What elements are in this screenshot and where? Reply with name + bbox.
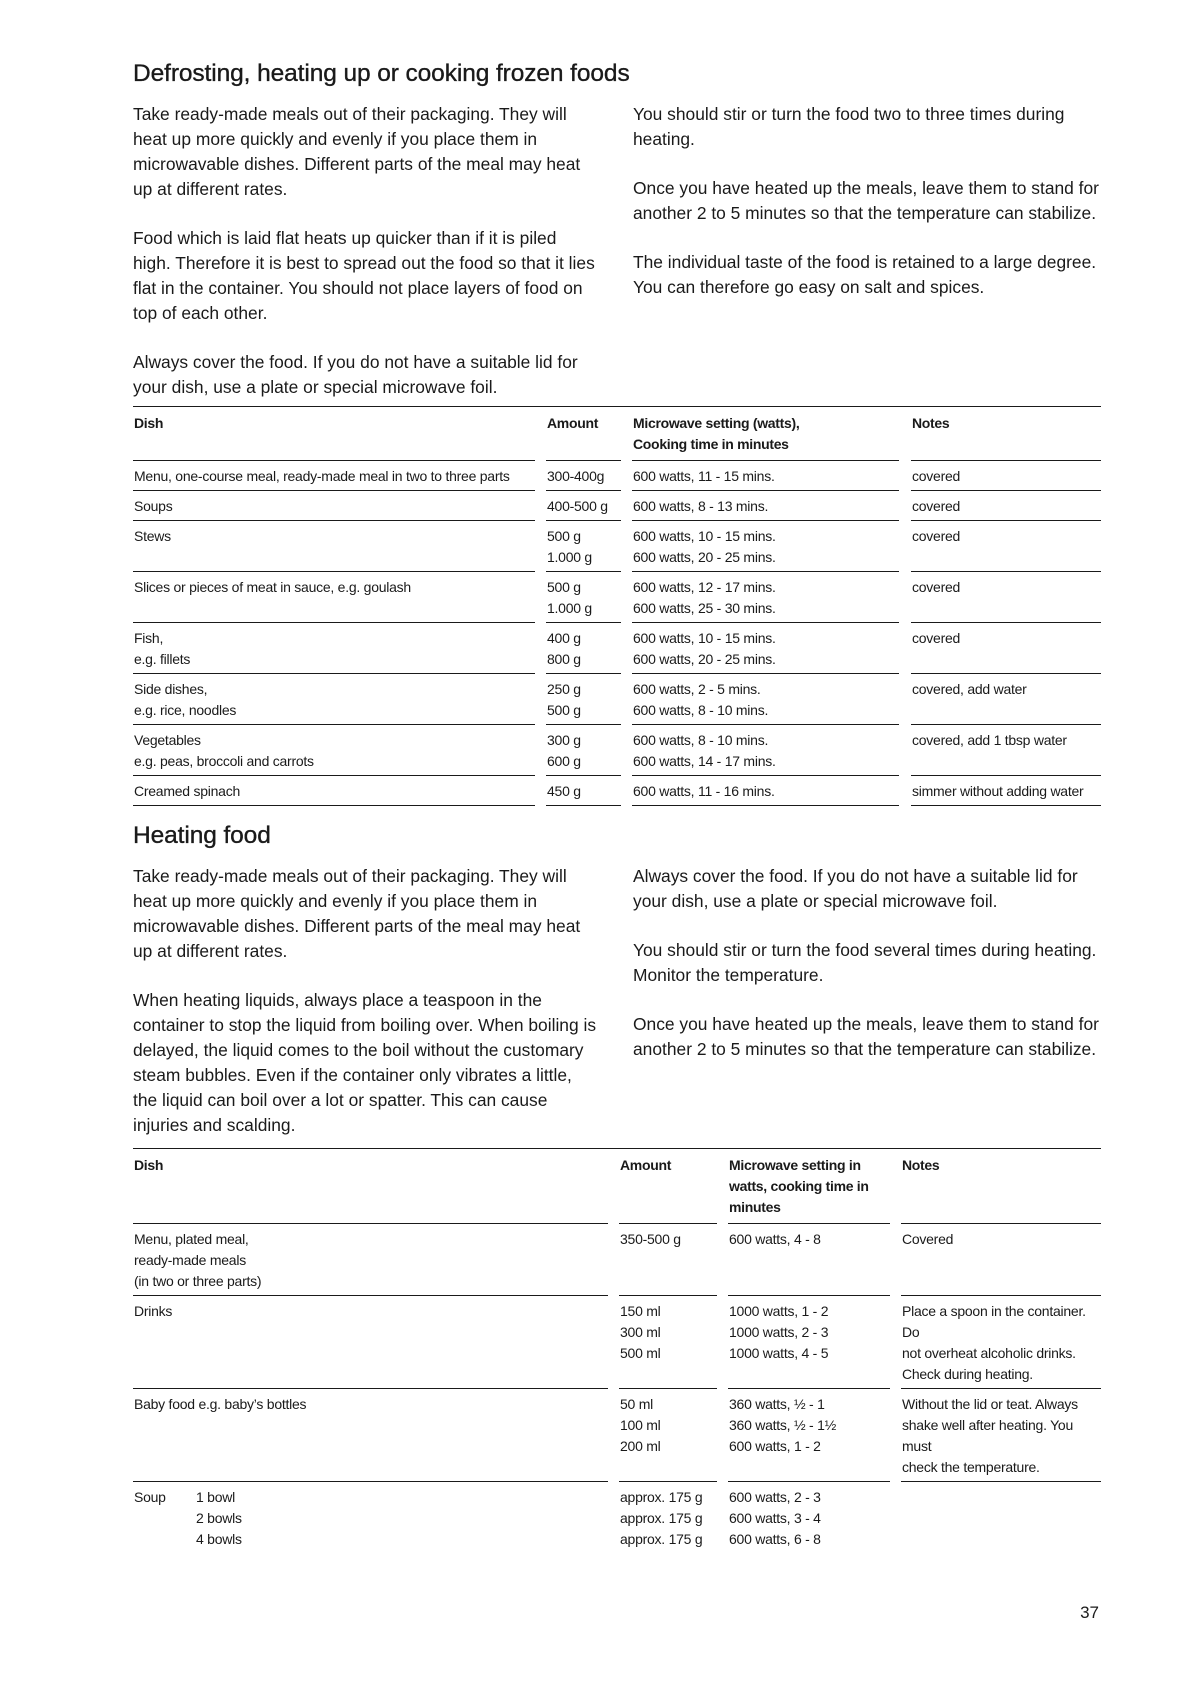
column-header-dish: Dish	[133, 1148, 608, 1224]
page-number: 37	[1080, 1603, 1099, 1622]
table-row	[133, 623, 1101, 674]
cell-notes: covered, add water	[911, 674, 1101, 725]
table-header-row	[133, 406, 1101, 461]
column-header-notes: Notes	[911, 406, 1101, 461]
cell-amount: 400 g 800 g	[546, 623, 621, 674]
cell-setting: 600 watts, 2 - 5 mins. 600 watts, 8 - 10 mins.	[632, 674, 899, 725]
table-row	[133, 1389, 1101, 1482]
paragraph: You should stir or turn the food two to three times during heating.	[633, 104, 1065, 149]
cell-amount: 400-500 g	[546, 491, 621, 521]
section2-left-column	[133, 864, 598, 1138]
table-row-soup	[133, 1482, 1101, 1553]
table-row	[133, 776, 1101, 806]
section1-text	[133, 102, 1101, 400]
cell-notes: covered	[911, 461, 1101, 491]
cell-amount: 350-500 g	[619, 1224, 717, 1296]
paragraph: When heating liquids, always place a teaspoon in the container to stop the liquid from boiling over. When boiling is delayed, the liquid comes to the boil without the customary steam bubbles. Even if the container only vibrates a little, the liquid can boil over a lot or spatter. This can cause injuries and scalding.	[133, 990, 597, 1135]
cell-setting: 600 watts, 10 - 15 mins. 600 watts, 20 - 25 mins.	[632, 623, 899, 674]
column-header-setting: Microwave setting in watts, cooking time in minutes	[728, 1148, 890, 1224]
cell-notes: Covered	[901, 1224, 1101, 1296]
cell-amount: 150 ml 300 ml 500 ml	[619, 1296, 717, 1389]
table-row	[133, 1296, 1101, 1389]
paragraph: Once you have heated up the meals, leave them to stand for another 2 to 5 minutes so that the temperature can stabilize.	[633, 1014, 1099, 1059]
cell-dish: Vegetables e.g. peas, broccoli and carrots	[133, 725, 535, 776]
soup-portions: 1 bowl 2 bowls 4 bowls	[196, 1489, 242, 1547]
soup-label: Soup	[134, 1489, 166, 1505]
cell-setting: 600 watts, 11 - 16 mins.	[632, 776, 899, 806]
cell-amount: 50 ml 100 ml 200 ml	[619, 1389, 717, 1482]
cell-amount: 500 g 1.000 g	[546, 521, 621, 572]
cell-amount: 300-400g	[546, 461, 621, 491]
table-row	[133, 491, 1101, 521]
cell-setting: 600 watts, 2 - 3 600 watts, 3 - 4 600 watts, 6 - 8	[729, 1489, 821, 1547]
cell-dish: Drinks	[133, 1296, 608, 1389]
cell-amount: 250 g 500 g	[546, 674, 621, 725]
cell-amount: 300 g 600 g	[546, 725, 621, 776]
cell-dish: Creamed spinach	[133, 776, 535, 806]
cell-dish: Fish, e.g. fillets	[133, 623, 535, 674]
table-header-row	[133, 1148, 1101, 1224]
cell-setting: 600 watts, 11 - 15 mins.	[632, 461, 899, 491]
cell-dish: Menu, plated meal, ready-made meals (in two or three parts)	[133, 1224, 608, 1296]
manual-page	[133, 60, 1101, 1553]
cell-dish: Baby food e.g. baby’s bottles	[133, 1389, 608, 1482]
section1-left-column	[133, 102, 598, 400]
cell-dish: Slices or pieces of meat in sauce, e.g. goulash	[133, 572, 535, 623]
section-title-heating-food: Heating food	[133, 822, 271, 849]
paragraph: Food which is laid flat heats up quicker than if it is piled high. Therefore it is best to spread out the food so that it lies flat in the container. You should not place layers of food on top of each other.	[133, 228, 595, 323]
table-row	[133, 572, 1101, 623]
cell-dish: Side dishes, e.g. rice, noodles	[133, 674, 535, 725]
cell-notes: Place a spoon in the container. Do not overheat alcoholic drinks. Check during heating.	[901, 1296, 1101, 1389]
paragraph: Once you have heated up the meals, leave them to stand for another 2 to 5 minutes so that the temperature can stabilize.	[633, 178, 1099, 223]
cell-dish: Menu, one-course meal, ready-made meal in two to three parts	[133, 461, 535, 491]
cell-setting: 600 watts, 10 - 15 mins. 600 watts, 20 - 25 mins.	[632, 521, 899, 572]
table-row	[133, 521, 1101, 572]
table-row	[133, 461, 1101, 491]
section-title-defrosting: Defrosting, heating up or cooking frozen foods	[133, 60, 630, 87]
section2-text	[133, 864, 1101, 1138]
column-header-setting: Microwave setting (watts), Cooking time in minutes	[632, 406, 899, 461]
cell-notes: Without the lid or teat. Always shake well after heating. You must check the temperature.	[901, 1389, 1101, 1482]
table-row	[133, 674, 1101, 725]
cell-setting: 600 watts, 8 - 13 mins.	[632, 491, 899, 521]
table-row	[133, 725, 1101, 776]
cell-notes: simmer without adding water	[911, 776, 1101, 806]
paragraph: You should stir or turn the food several times during heating. Monitor the temperature.	[633, 940, 1097, 985]
cell-dish: Stews	[133, 521, 535, 572]
paragraph: Take ready-made meals out of their packaging. They will heat up more quickly and evenly if you place them in microwavable dishes. Different parts of the meal may heat up at different rates.	[133, 866, 581, 961]
cell-notes: covered	[911, 572, 1101, 623]
column-header-notes: Notes	[901, 1148, 1101, 1224]
paragraph: Take ready-made meals out of their packaging. They will heat up more quickly and evenly if you place them in microwavable dishes. Different parts of the meal may heat up at different rates.	[133, 104, 581, 199]
cell-dish: Soups	[133, 491, 535, 521]
cell-setting: 360 watts, ½ - 1 360 watts, ½ - 1½ 600 watts, 1 - 2	[728, 1389, 890, 1482]
paragraph: The individual taste of the food is retained to a large degree. You can therefore go easy on salt and spices.	[633, 252, 1097, 297]
cell-notes: covered	[911, 623, 1101, 674]
paragraph: Always cover the food. If you do not have a suitable lid for your dish, use a plate or special microwave foil.	[633, 866, 1078, 911]
heating-table	[133, 1148, 1101, 1553]
column-header-amount: Amount	[619, 1148, 717, 1224]
cell-notes: covered, add 1 tbsp water	[911, 725, 1101, 776]
cell-amount: approx. 175 g approx. 175 g approx. 175 g	[620, 1489, 703, 1547]
cell-setting: 600 watts, 4 - 8	[728, 1224, 890, 1296]
table-row	[133, 1224, 1101, 1296]
cell-setting: 600 watts, 8 - 10 mins. 600 watts, 14 - 17 mins.	[632, 725, 899, 776]
cell-dish	[133, 1482, 608, 1553]
section1-right-column	[633, 102, 1101, 400]
column-header-dish: Dish	[133, 406, 535, 461]
cell-notes: covered	[911, 521, 1101, 572]
column-header-amount: Amount	[546, 406, 621, 461]
section2-right-column	[633, 864, 1101, 1138]
cell-amount: 450 g	[546, 776, 621, 806]
cell-notes: covered	[911, 491, 1101, 521]
paragraph: Always cover the food. If you do not have a suitable lid for your dish, use a plate or special microwave foil.	[133, 352, 578, 397]
cell-setting: 1000 watts, 1 - 2 1000 watts, 2 - 3 1000 watts, 4 - 5	[728, 1296, 890, 1389]
cell-setting: 600 watts, 12 - 17 mins. 600 watts, 25 - 30 mins.	[632, 572, 899, 623]
defrosting-table	[133, 406, 1101, 806]
cell-amount: 500 g 1.000 g	[546, 572, 621, 623]
